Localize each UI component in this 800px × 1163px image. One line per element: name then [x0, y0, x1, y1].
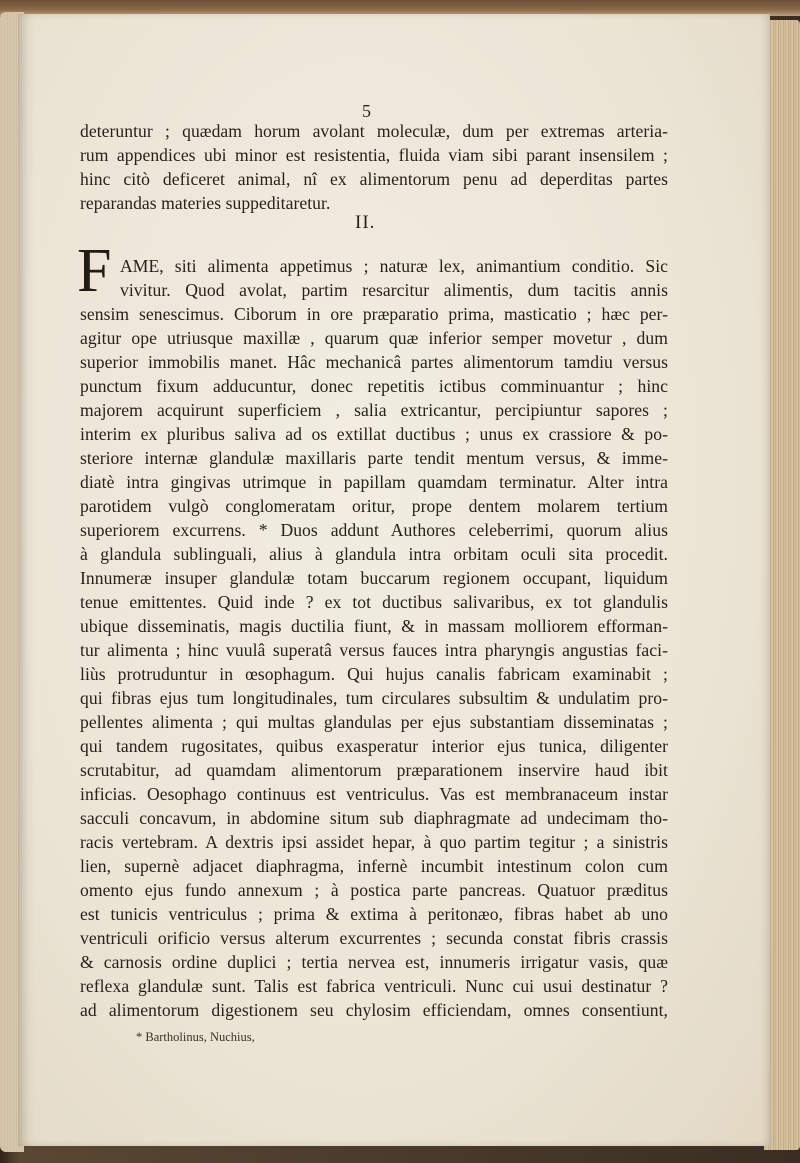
text-line: superior immobilis manet. Hâc mechanicâ partes alimentorum tamdiu versus [80, 352, 668, 372]
text-line: diatè intra gingivas utrimque in papillam quamdam terminatur. Alter intra [80, 472, 668, 492]
text-line: parotidem vulgò conglomeratam oritur, prope dentem molarem tertium [80, 496, 668, 516]
text-line: pellentes alimenta ; qui multas glandulas per ejus substantiam disseminatas ; [80, 712, 668, 732]
text-line: ad alimentorum digestionem seu chylosim efficiendam, omnes consentiunt, [80, 1000, 668, 1020]
text-line: liùs protruduntur in œsophagum. Qui hujus canalis fabricam examinabit ; [80, 664, 668, 684]
text-line: hinc citò deficeret animal, nî ex alimentorum penu ad deperditas partes [80, 169, 668, 189]
text-line: tenue emittentes. Quid inde ? ex tot ductibus salivaribus, ex tot glandulis [80, 592, 668, 612]
text-line: sensim senescimus. Ciborum in ore præparatio prima, masticatio ; hæc per- [80, 304, 668, 324]
text-line: ventriculi orificio versus alterum excurrentes ; secunda constat fibris crassis [80, 928, 668, 948]
text-line: interim ex pluribus saliva ad os extillat ductibus ; unus ex crassiore & po- [80, 424, 668, 444]
text-line: omento ejus fundo annexum ; à postica parte pancreas. Quatuor præditus [80, 880, 668, 900]
text-line: qui tandem rugositates, quibus exasperatur interior ejus tunica, diligenter [80, 736, 668, 756]
drop-cap: F [77, 237, 112, 305]
text-line: agitur ope utriusque maxillæ , quarum quæ inferior semper movetur , dum [80, 328, 668, 348]
page-number: 5 [362, 101, 371, 121]
footnote: * Bartholinus, Nuchius, [136, 1030, 255, 1044]
text-line: scrutabitur, ad quamdam alimentorum præparationem inservire haud ibit [80, 760, 668, 780]
text-line: qui fibras ejus tum longitudinales, tum circulares subsultim & undulatim pro- [80, 688, 668, 708]
section-heading: II. [355, 212, 376, 233]
text-line: reflexa glandulæ sunt. Talis est fabrica ventriculi. Nunc cui usui destinatur ? [80, 976, 668, 996]
text-line: reparandas materies suppeditaretur. [80, 193, 331, 213]
text-line: racis vertebram. A dextris ipsi assidet hepar, à quo partim tegitur ; a sinistris [80, 832, 668, 852]
text-line: rum appendices ubi minor est resistentia, fluida viam sibi parant insensilem ; [80, 145, 668, 165]
text-line: tur alimenta ; hinc vuulâ superatâ versus fauces intra pharyngis angustias faci- [80, 640, 668, 660]
text-line: majorem acquirunt superficiem , salia extricantur, percipiuntur sapores ; [80, 400, 668, 420]
text-line: est tunicis ventriculus ; prima & extima à peritonæo, fibras habet ab uno [80, 904, 668, 924]
text-line: steriore internæ glandulæ maxillaris parte tendit mentum versus, & imme- [80, 448, 668, 468]
text-line: vivitur. Quod avolat, partim resarcitur alimentis, dum tacitis annis [120, 280, 668, 300]
text-line: sacculi concavum, in abdomine situm sub diaphragmate ad undecimam tho- [80, 808, 668, 828]
text-line: AME, siti alimenta appetimus ; naturæ lex, animantium conditio. Sic [120, 256, 668, 276]
text-line: & carnosis ordine duplici ; tertia nervea est, innumeris irrigatur vasis, quæ [80, 952, 668, 972]
text-line: Innumeræ insuper glandulæ totam buccarum regionem occupant, liquidum [80, 568, 668, 588]
text-line: ubique disseminatis, magis ductilia fiunt, & in massam molliorem efforman- [80, 616, 668, 636]
text-line: superiorem excurrens. * Duos addunt Authores celeberrimi, quorum alius [80, 520, 668, 540]
text-line: lien, supernè adjacet diaphragma, infernè incumbit intestinum colon cum [80, 856, 668, 876]
text-line: à glandula sublinguali, alius à glandula intra orbitam oculi sita procedit. [80, 544, 668, 564]
text-line: deteruntur ; quædam horum avolant moleculæ, dum per extremas arteria- [80, 121, 668, 141]
text-line: inficias. Oesophago continuus est ventriculus. Vas est membranaceum instar [80, 784, 668, 804]
text-line: punctum fixum adducuntur, donec repetitis ictibus comminuantur ; hinc [80, 376, 668, 396]
